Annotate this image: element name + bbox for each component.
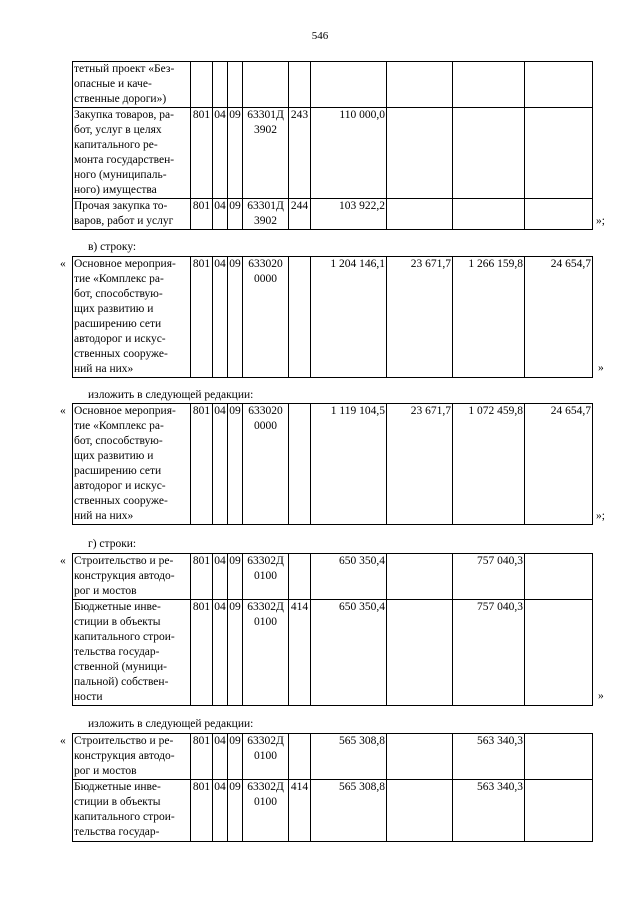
code-target [243, 62, 289, 108]
table-row [73, 199, 593, 230]
value-3: 563 340,3 [453, 734, 525, 780]
code-expense-type [289, 404, 311, 525]
close-quote: »; [596, 215, 605, 227]
row-name: Закупка товаров, ра- бот, услуг в целях капитального ре- монта государствен- ного (муниципаль- ного) имущества [73, 108, 191, 199]
code-expense-type [289, 554, 311, 600]
table-row [73, 600, 593, 706]
close-quote: » [598, 690, 604, 702]
code-target: 63302Д 0100 [243, 780, 289, 842]
value-2 [387, 554, 453, 600]
code-section: 04 [213, 199, 228, 230]
code-section [213, 62, 228, 108]
code-ministry: 801 [191, 199, 213, 230]
table-row [73, 554, 593, 600]
value-3: 757 040,3 [453, 600, 525, 706]
value-3 [453, 199, 525, 230]
code-ministry: 801 [191, 554, 213, 600]
section-label-edit-2: изложить в следующей редакции: [88, 718, 254, 730]
value-1: 565 308,8 [311, 780, 387, 842]
code-section: 04 [213, 404, 228, 525]
code-target: 63302Д 0100 [243, 734, 289, 780]
code-subsection: 09 [228, 600, 243, 706]
table-row [73, 734, 593, 780]
value-3: 757 040,3 [453, 554, 525, 600]
open-quote: « [60, 258, 66, 270]
code-section: 04 [213, 734, 228, 780]
value-4 [525, 734, 593, 780]
code-expense-type: 243 [289, 108, 311, 199]
code-ministry: 801 [191, 108, 213, 199]
code-target: 633020 0000 [243, 257, 289, 378]
code-target: 63301Д 3902 [243, 199, 289, 230]
code-ministry [191, 62, 213, 108]
value-1: 650 350,4 [311, 554, 387, 600]
value-2: 23 671,7 [387, 257, 453, 378]
code-expense-type [289, 734, 311, 780]
value-2 [387, 734, 453, 780]
open-quote: « [60, 405, 66, 417]
value-1: 110 000,0 [311, 108, 387, 199]
budget-table-rows-g-new [72, 733, 593, 842]
code-target: 63302Д 0100 [243, 600, 289, 706]
value-3: 563 340,3 [453, 780, 525, 842]
row-name: Строительство и ре- конструкция автодо- рог и мостов [73, 554, 191, 600]
code-ministry: 801 [191, 734, 213, 780]
value-4: 24 654,7 [525, 257, 593, 378]
close-quote: »; [596, 510, 605, 522]
budget-table-continuation [72, 61, 593, 230]
code-expense-type [289, 62, 311, 108]
code-expense-type: 414 [289, 780, 311, 842]
code-section: 04 [213, 257, 228, 378]
value-1: 103 922,2 [311, 199, 387, 230]
value-4: 24 654,7 [525, 404, 593, 525]
value-1: 1 204 146,1 [311, 257, 387, 378]
row-name: Основное мероприя- тие «Комплекс ра- бот, способствую- щих развитию и расширению сети автодорог и искус- ственных сооруже- ний на них» [73, 257, 191, 378]
code-ministry: 801 [191, 404, 213, 525]
code-section: 04 [213, 554, 228, 600]
value-4 [525, 554, 593, 600]
value-2 [387, 199, 453, 230]
budget-table-rows-g [72, 553, 593, 706]
value-2 [387, 62, 453, 108]
code-target: 63302Д 0100 [243, 554, 289, 600]
section-label-g: г) строки: [88, 538, 137, 550]
code-subsection: 09 [228, 404, 243, 525]
value-2 [387, 780, 453, 842]
code-section: 04 [213, 600, 228, 706]
code-target: 633020 0000 [243, 404, 289, 525]
open-quote: « [60, 555, 66, 567]
row-name: Основное мероприя- тие «Комплекс ра- бот, способствую- щих развитию и расширению сети автодорог и искус- ственных сооруже- ний на них» [73, 404, 191, 525]
row-name: тетный проект «Без- опасные и каче- ственные дороги») [73, 62, 191, 108]
code-target: 63301Д 3902 [243, 108, 289, 199]
value-3 [453, 62, 525, 108]
row-name: Строительство и ре- конструкция автодо- рог и мостов [73, 734, 191, 780]
code-ministry: 801 [191, 780, 213, 842]
code-ministry: 801 [191, 600, 213, 706]
code-subsection: 09 [228, 734, 243, 780]
value-3: 1 266 159,8 [453, 257, 525, 378]
value-4 [525, 780, 593, 842]
code-expense-type: 244 [289, 199, 311, 230]
code-section: 04 [213, 780, 228, 842]
value-3: 1 072 459,8 [453, 404, 525, 525]
value-2: 23 671,7 [387, 404, 453, 525]
value-2 [387, 108, 453, 199]
section-label-v: в) строку: [88, 241, 137, 253]
value-3 [453, 108, 525, 199]
code-subsection: 09 [228, 199, 243, 230]
code-subsection: 09 [228, 780, 243, 842]
code-subsection: 09 [228, 554, 243, 600]
row-name: Прочая закупка то- варов, работ и услуг [73, 199, 191, 230]
page-number: 546 [311, 30, 329, 42]
code-subsection [228, 62, 243, 108]
value-4 [525, 108, 593, 199]
value-4 [525, 62, 593, 108]
value-2 [387, 600, 453, 706]
code-expense-type: 414 [289, 600, 311, 706]
value-4 [525, 199, 593, 230]
value-1 [311, 62, 387, 108]
code-ministry: 801 [191, 257, 213, 378]
close-quote: » [598, 362, 604, 374]
table-row [73, 257, 593, 378]
code-section: 04 [213, 108, 228, 199]
open-quote: « [60, 735, 66, 747]
budget-table-row-v [72, 256, 593, 378]
budget-table-row-v-new [72, 403, 593, 525]
table-row [73, 780, 593, 842]
value-1: 650 350,4 [311, 600, 387, 706]
table-row [73, 404, 593, 525]
code-expense-type [289, 257, 311, 378]
table-row [73, 108, 593, 199]
value-4 [525, 600, 593, 706]
row-name: Бюджетные инве- стиции в объекты капитального строи- тельства государ- ственной (муници- пальной) собствен- ности [73, 600, 191, 706]
code-subsection: 09 [228, 257, 243, 378]
value-1: 1 119 104,5 [311, 404, 387, 525]
section-label-edit-1: изложить в следующей редакции: [88, 389, 254, 401]
row-name: Бюджетные инве- стиции в объекты капитального строи- тельства государ- [73, 780, 191, 842]
code-subsection: 09 [228, 108, 243, 199]
value-1: 565 308,8 [311, 734, 387, 780]
table-row [73, 62, 593, 108]
